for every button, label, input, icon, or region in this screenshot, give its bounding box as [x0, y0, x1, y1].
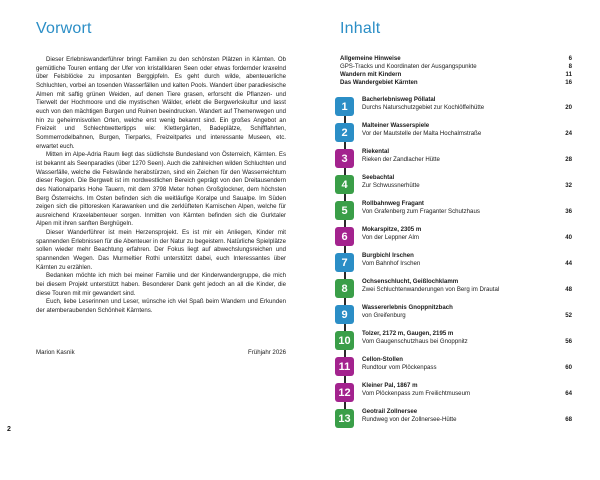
toc-intro-page: 6	[568, 55, 572, 62]
toc-intro-item[interactable]	[340, 79, 572, 87]
tour-subtitle: Von der Leppner Alm	[362, 234, 419, 242]
toc-tour-item[interactable]	[335, 408, 572, 430]
author-name: Marion Kasnik	[36, 349, 75, 356]
tour-title: Mokarspitze, 2305 m	[362, 226, 422, 233]
toc-tour-item[interactable]	[335, 200, 572, 222]
tour-number-badge: 9	[335, 305, 354, 324]
toc-tour-item[interactable]	[335, 148, 572, 170]
tour-subtitle: Rundweg von der Zollnersee-Hütte	[362, 416, 457, 424]
toc-tour-item[interactable]	[335, 382, 572, 404]
tour-subtitle: Rundtour vom Plöckenpass	[362, 364, 437, 372]
tour-page: 44	[565, 260, 572, 267]
foreword-text	[36, 56, 286, 316]
foreword-paragraph: Dieser Erlebniswanderführer bringt Familien zu den schönsten Plätzen in Kärnten. Ob gemütliche Touren entlang der Ufer von kristallklaren Seen oder etwas fordernder kraxelnd über Felsblöcke zu imposanten Berggipfeln. Es geht durch wilde, abenteuerliche Schluchten, vorbei an tosenden Wasserfällen und kalten Pools. Wandert über paradiesische Almen mit saftig grünen Weiden, auf denen Tiere grasen, erforscht die Pflanzen- und Tierwelt der Hochmoore und die mystischen Wälder, erlebt die Bergwerkskultur und lasst euch von den mächtigen Burgen und Ruinen beeindrucken. Wandert auf Themenwegen und hin zu geheimnisvollen Orten, welche erst wenig bekannt sind. Ein großes Angebot an Freizeit und Schlechtwettertipps wie: Klettergärten, Badeplätze, Schifffahrten, Sommerrodelbahnen, Burgen, Tierparks, Freizeitparks und interessante Museen, etc. erwartet euch.	[36, 56, 286, 150]
tour-title: Rollbahnweg Fragant	[362, 200, 424, 207]
tour-number-badge: 13	[335, 409, 354, 428]
tour-page: 24	[565, 130, 572, 137]
tour-number-badge: 10	[335, 331, 354, 350]
toc-intro-item[interactable]	[340, 71, 572, 79]
toc-tour-item[interactable]	[335, 174, 572, 196]
tour-subtitle: Rieken der Zandlacher Hütte	[362, 156, 440, 164]
tour-title: Tolzer, 2172 m, Gaugen, 2195 m	[362, 330, 454, 337]
toc-intro-page: 11	[565, 71, 572, 79]
toc-intro-page: 16	[565, 79, 572, 87]
toc-intro-list	[340, 55, 572, 87]
tour-title: Riekental	[362, 148, 390, 155]
foreword-paragraph: Bedanken möchte ich mich bei meiner Familie und der Kinderwandergruppe, die mich bei diesem Projekt unterstützt haben. Besonderer Dank geht jedoch an all die Kinder, die diese Touren mit mir gewandert sind.	[36, 272, 286, 297]
tour-title: Cellon-Stollen	[362, 356, 403, 363]
tour-subtitle: Zur Schwussnerhütte	[362, 182, 420, 190]
toc-intro-title: Das Wandergebiet Kärnten	[340, 79, 418, 87]
tour-subtitle: Von Grafenberg zum Fraganter Schutzhaus	[362, 208, 480, 216]
toc-intro-title: Allgemeine Hinweise	[340, 55, 401, 62]
toc-intro-page: 8	[568, 63, 572, 71]
tour-page: 32	[565, 182, 572, 189]
tour-subtitle: Vom Bahnhof Irschen	[362, 260, 421, 268]
tour-page: 28	[565, 156, 572, 163]
contents-heading: Inhalt	[340, 20, 381, 37]
tour-page: 60	[565, 364, 572, 371]
tour-number-badge: 6	[335, 227, 354, 246]
toc-intro-title: Wandern mit Kindern	[340, 71, 402, 79]
tour-number-badge: 3	[335, 149, 354, 168]
tour-page: 40	[565, 234, 572, 241]
tour-title: Seebachtal	[362, 174, 395, 181]
tour-page: 56	[565, 338, 572, 345]
tour-subtitle: Zwei Schluchtenwanderungen von Berg im Drautal	[362, 286, 500, 294]
tour-title: Wassererlebnis Gnoppnitzbach	[362, 304, 453, 311]
tour-page: 48	[565, 286, 572, 293]
toc-intro-item[interactable]	[340, 55, 572, 63]
signature-date: Frühjahr 2026	[248, 349, 286, 356]
tour-title: Malteiner Wasserspiele	[362, 122, 430, 129]
foreword-paragraph: Mitten im Alpe-Adria Raum liegt das südlichste Bundesland von Österreich, Kärnten. Es ist bekannt als Seenparadies (über 1270 Seen). Auch die zahlreichen wilden Schluchten und Wasserfälle, welche die Felswände herabstürzen, sind ein Zeichen für den Wasserreichtum dieser Region. Die Bergwelt ist im nordwestlichen Bereich geprägt von den Dreitausendern des Nationalparks Hohe Tauern, mit dem 3798 Meter hohen Großglockner, dem höchsten Berg Österreichs. Im Osten befinden sich die weitläufige Koralpe und Saualpe. Im Süden zeigen sich die pittoresken Karawanken und die zerklüfteten Karnischen Alpen, welche für ausreichend Kraxelabenteuer sorgen. Inmitten von Kärnten befinden sich die Gurktaler Alpen mit ihren sanften Berghügeln.	[36, 151, 286, 228]
tour-title: Kleiner Pal, 1867 m	[362, 382, 418, 389]
toc-tour-item[interactable]	[335, 304, 572, 326]
tour-page: 68	[565, 416, 572, 423]
toc-tour-item[interactable]	[335, 330, 572, 352]
tour-page: 52	[565, 312, 572, 319]
tour-number-badge: 4	[335, 175, 354, 194]
toc-tour-item[interactable]	[335, 122, 572, 144]
tour-number-badge: 2	[335, 123, 354, 142]
tour-subtitle: Vor der Mautstelle der Malta Hochalmstraße	[362, 130, 482, 138]
foreword-paragraph: Euch, liebe Leserinnen und Leser, wünsche ich viel Spaß beim Wandern und Erkunden der atemberaubenden Schönheit Kärntens.	[36, 298, 286, 315]
tour-subtitle: Vom Plöckenpass zum Freilichtmuseum	[362, 390, 471, 398]
tour-number-badge: 12	[335, 383, 354, 402]
tour-number-badge: 5	[335, 201, 354, 220]
tour-title: Bacherlebnisweg Pöllatal	[362, 96, 436, 103]
toc-intro-title: GPS-Tracks und Koordinaten der Ausgangspunkte	[340, 63, 477, 71]
foreword-heading: Vorwort	[36, 20, 92, 37]
toc-tour-item[interactable]	[335, 226, 572, 248]
tour-number-badge: 8	[335, 279, 354, 298]
right-page	[300, 0, 600, 480]
tour-title: Geotrail Zollnersee	[362, 408, 418, 415]
toc-tour-item[interactable]	[335, 278, 572, 300]
tour-title: Burgbichl Irschen	[362, 252, 414, 259]
tour-subtitle: von Greifenburg	[362, 312, 406, 320]
foreword-paragraph: Dieser Wanderführer ist mein Herzensprojekt. Es ist mir ein Anliegen, Kinder mit spannenden Erlebnissen für die Abenteuer in der Natur zu begeistern. Natürliche Spielplätze sollen wieder mehr Beachtung erfahren. Der Fokus liegt auf abwechslungsreichen und spannenden Wegen. Das Murmeltier Rothi unterstützt dabei, euch Interessantes über Kärnten zu erzählen.	[36, 229, 286, 271]
toc-tour-item[interactable]	[335, 252, 572, 274]
tour-number-badge: 11	[335, 357, 354, 376]
tour-number-badge: 7	[335, 253, 354, 272]
tour-number-badge: 1	[335, 97, 354, 116]
toc-tour-item[interactable]	[335, 356, 572, 378]
tour-subtitle: Durchs Naturschutzgebiet zur Kochlöffelhütte	[362, 104, 485, 112]
toc-intro-item[interactable]	[340, 63, 572, 71]
page-number: 2	[7, 426, 11, 433]
toc-tour-item[interactable]	[335, 96, 572, 118]
tour-page: 64	[565, 390, 572, 397]
tour-page: 36	[565, 208, 572, 215]
tour-title: Ochsenschlucht, Geißlochklamm	[362, 278, 459, 285]
signature	[36, 349, 286, 356]
tour-subtitle: Vom Gaugenschutzhaus bei Gnoppnitz	[362, 338, 468, 346]
tour-page: 20	[565, 104, 572, 111]
